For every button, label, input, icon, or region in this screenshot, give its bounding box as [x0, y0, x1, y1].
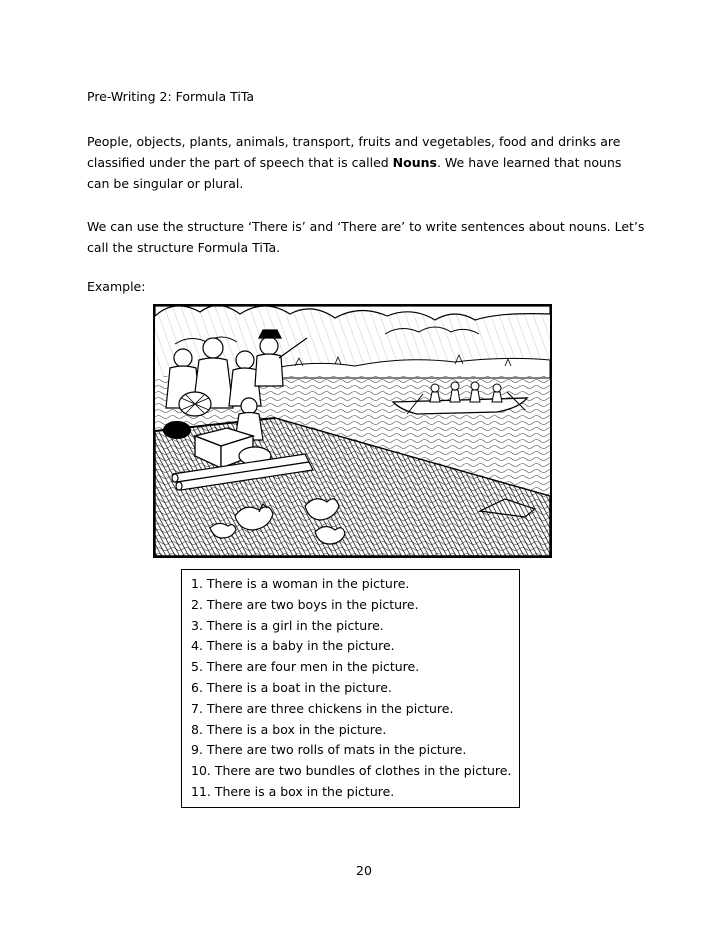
sentence-line: 8. There is a box in the picture. [191, 721, 387, 737]
sentence-line: 2. There are two boys in the picture. [191, 596, 419, 612]
flood-scene-drawing [155, 306, 550, 556]
sentence-line: 1. There is a woman in the picture. [191, 576, 410, 591]
intro-text-start: People, objects, plants, animals, transport, fruits and vegetables, food and drinks are classified under the part of speech that is called [87, 134, 621, 170]
sentence-line: 10. There are two bundles of clothes in the picture. [191, 763, 512, 779]
clothes-bundle [163, 421, 191, 439]
section-heading: Pre-Writing 2: Formula TiTa [87, 89, 255, 104]
flood-illustration [153, 304, 552, 558]
sentence-line: 9. There are two rolls of mats in the picture. [191, 742, 467, 758]
sentence-line: 5. There are four men in the picture. [191, 659, 420, 675]
intro-text-end: . We have learned that nouns can be singular or plural. [87, 155, 622, 191]
page-number: 20 [356, 863, 372, 878]
structure-paragraph: We can use the structure ‘There is’ and ‘There are’ to write sentences about nouns. Let’s call the structure Formula TiTa. [87, 219, 645, 255]
example-label: Example: [87, 279, 146, 294]
sentence-line: 11. There is a box in the picture. [191, 783, 395, 799]
intro-paragraph [87, 131, 647, 194]
sentence-line: 7. There are three chickens in the picture. [191, 700, 454, 716]
sentence-line: 3. There is a girl in the picture. [191, 617, 384, 633]
example-sentences-box [181, 569, 520, 808]
sentence-line: 4. There is a baby in the picture. [191, 638, 395, 654]
sentence-line: 6. There is a boat in the picture. [191, 679, 392, 695]
nouns-term: Nouns [392, 155, 437, 170]
